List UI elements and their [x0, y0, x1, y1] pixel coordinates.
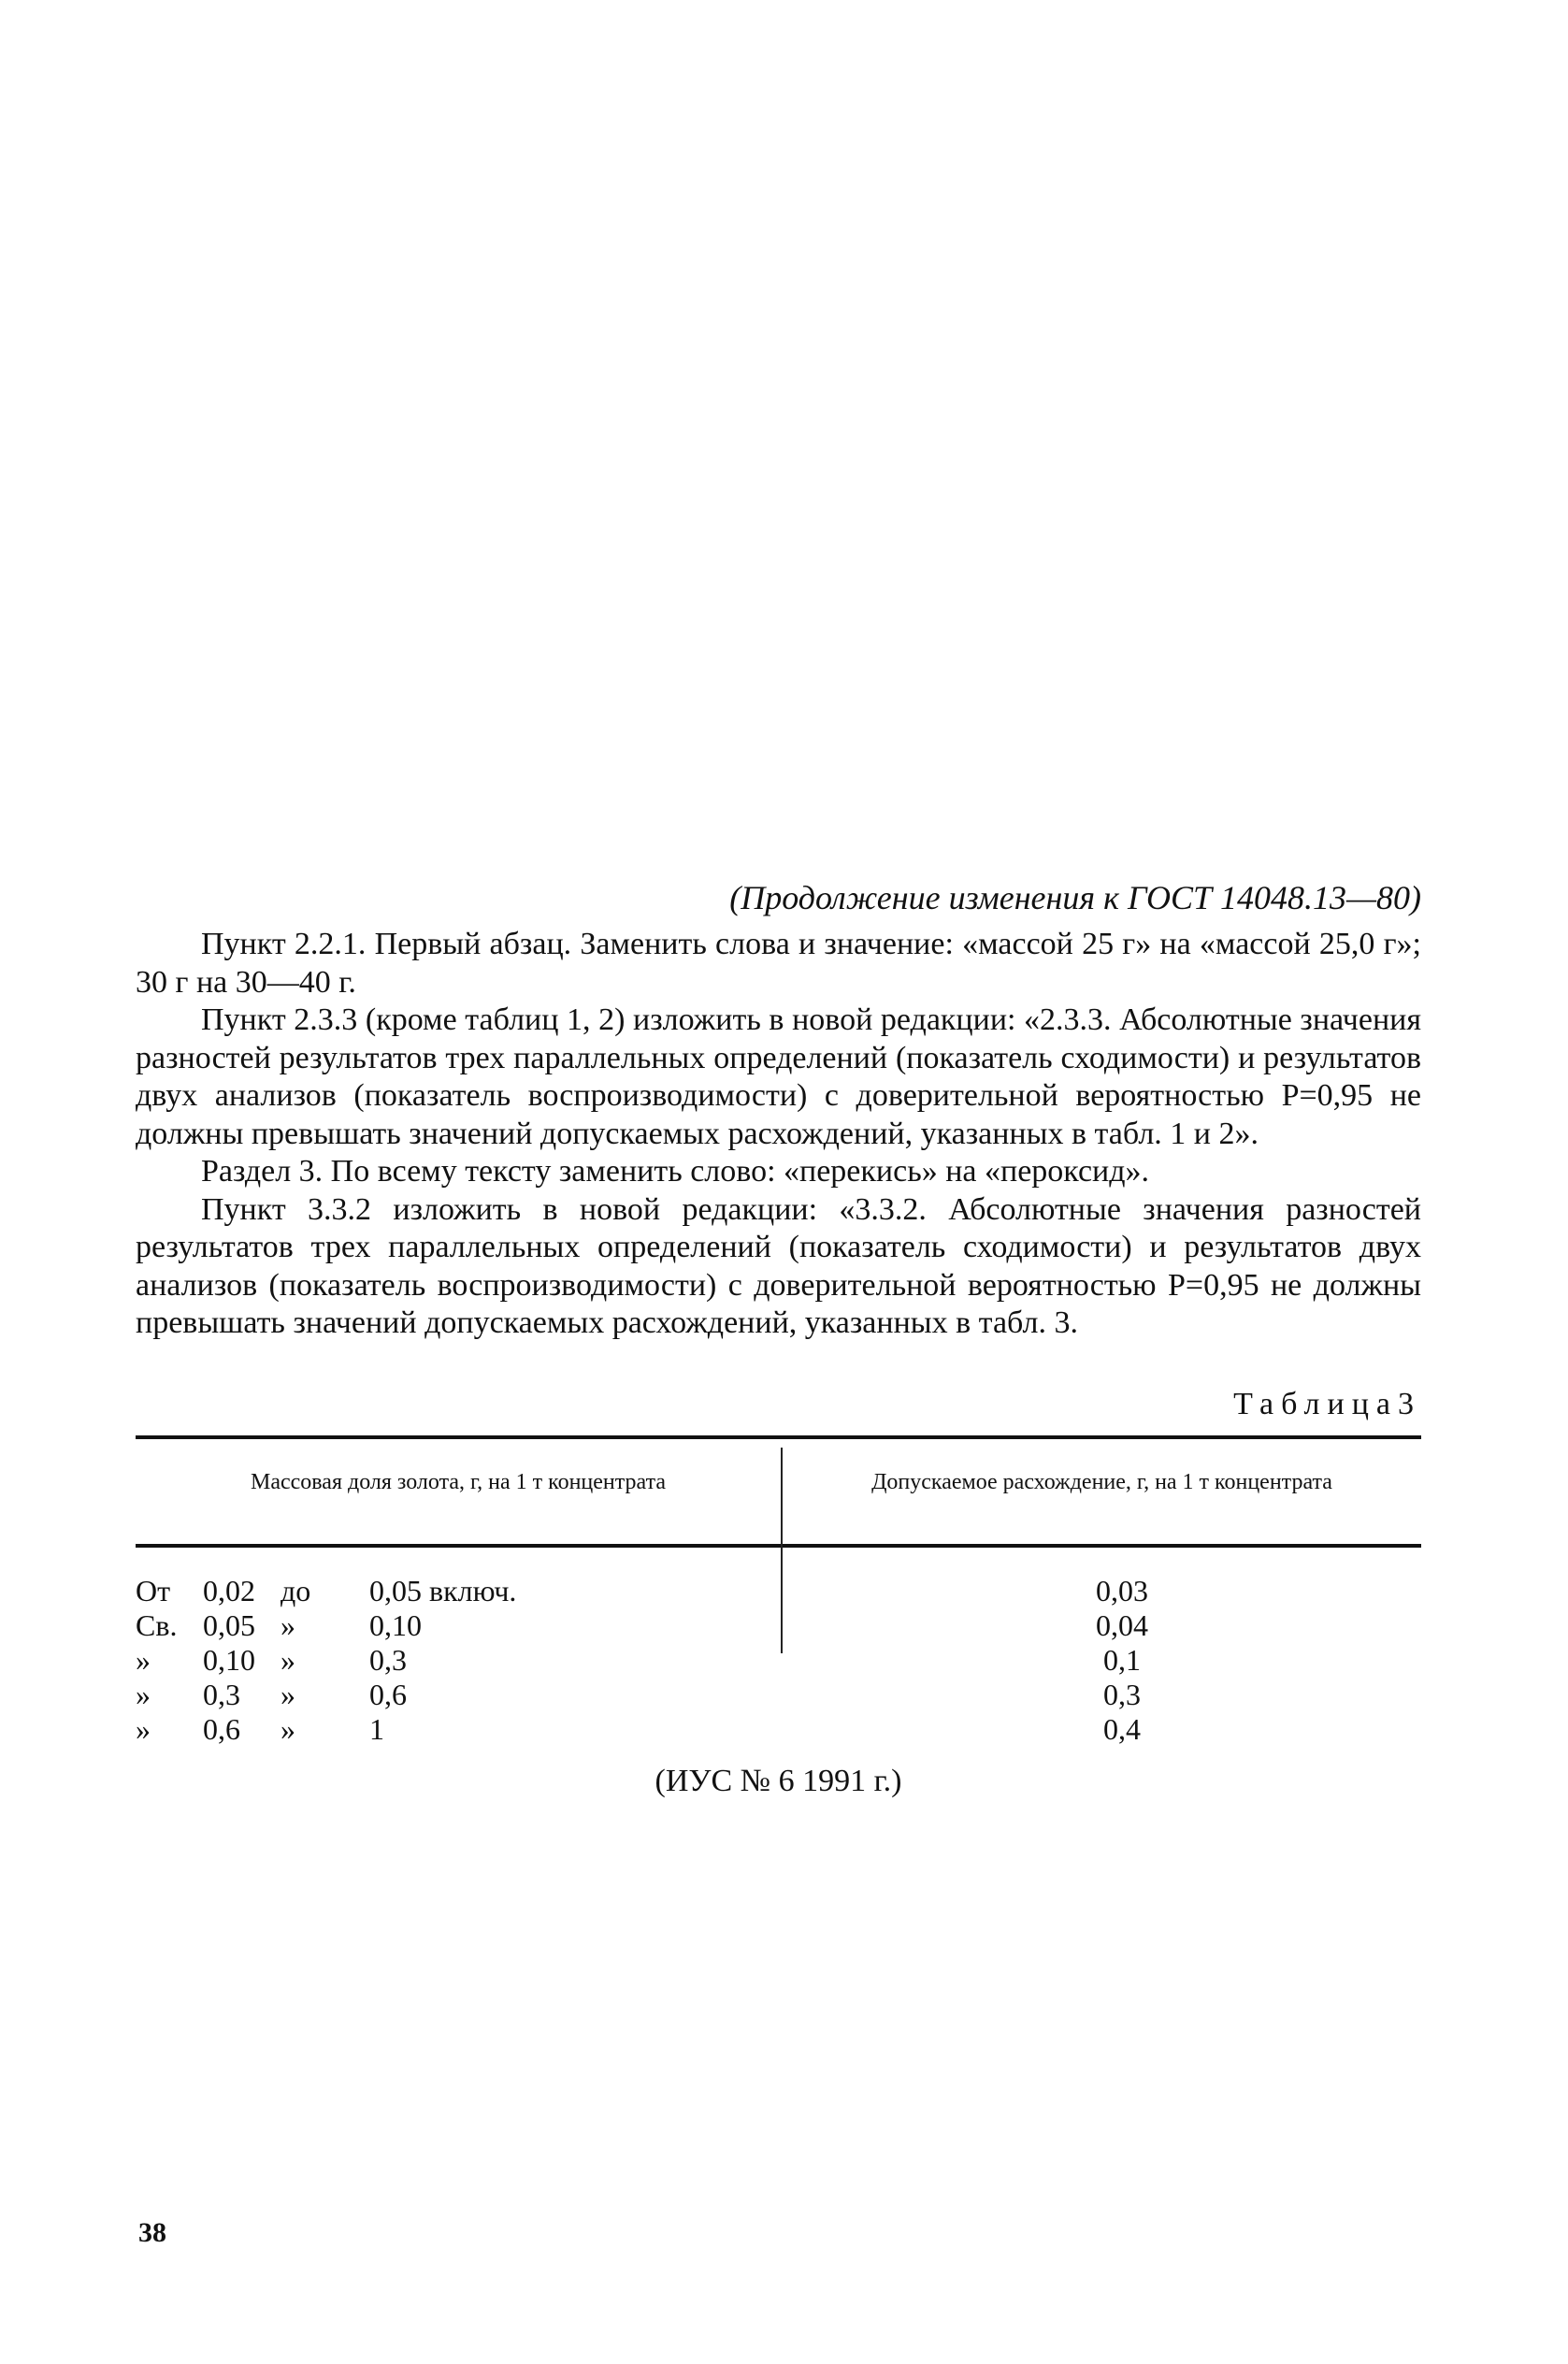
row-connector: »: [281, 1678, 295, 1711]
table-header-mass-fraction: Массовая доля золота, г, на 1 т концентрата: [250, 1470, 667, 1494]
row-from-value: 0,05: [203, 1608, 255, 1642]
table-row: [136, 1574, 771, 1608]
tolerance-value: 0,3: [1103, 1678, 1141, 1711]
table-top-rule: [136, 1435, 1421, 1439]
row-to-value: 1: [369, 1712, 384, 1746]
row-from-value: 0,02: [203, 1574, 255, 1607]
row-from-value: 0,3: [203, 1678, 240, 1711]
amendment-header: (Продолжение изменения к ГОСТ 14048.13—80): [729, 879, 1421, 916]
row-to-value: 0,6: [369, 1678, 407, 1711]
paragraph-1: Пункт 2.2.1. Первый абзац. Заменить слова и значение: «массой 25 г» на «массой 25,0 г»; 30 г на 30—40 г.: [136, 927, 1421, 1000]
table-row: [136, 1608, 771, 1643]
table-header-tolerance: Допускаемое расхождение, г, на 1 т концентрата: [871, 1470, 1332, 1494]
row-connector: до: [281, 1574, 311, 1607]
table-column-mass-fraction: [136, 1574, 771, 1747]
table-column-divider: [781, 1448, 783, 1653]
body-text: [136, 926, 1421, 1343]
table-row: [136, 1643, 771, 1678]
row-prefix: »: [136, 1712, 151, 1746]
row-to-value: 0,3: [369, 1643, 407, 1677]
table-header-rule: [136, 1544, 1421, 1548]
row-from-value: 0,6: [203, 1712, 240, 1746]
publication-reference: (ИУС № 6 1991 г.): [655, 1764, 902, 1798]
table-column-tolerance: [982, 1574, 1262, 1747]
row-connector: »: [281, 1712, 295, 1746]
paragraph-3: Раздел 3. По всему тексту заменить слово: «перекись» на «пероксид».: [201, 1154, 1150, 1189]
tolerance-value: 0,04: [1096, 1608, 1148, 1642]
table-row: [136, 1712, 771, 1747]
paragraph-4: Пункт 3.3.2 изложить в новой редакции: «3.3.2. Абсолютные значения разностей результатов трех параллельных определений (показатель сходимости) и результатов двух анализов (показатель воспроизводимости) с доверительной вероятностью P=0,95 не должны превышать значений допускаемых расхождений, указанных в табл. 3.: [136, 1191, 1421, 1340]
row-prefix: »: [136, 1643, 151, 1677]
paragraph-2: Пункт 2.3.3 (кроме таблиц 1, 2) изложить в новой редакции: «2.3.3. Абсолютные значения разностей результатов трех параллельных определений (показатель сходимости) и результатов двух анализов (показатель воспроизводимости) с доверительной вероятностью P=0,95 не должны превышать значений допускаемых расхождений, указанных в табл. 1 и 2».: [136, 1002, 1421, 1151]
tolerance-value: 0,4: [1103, 1712, 1141, 1746]
row-connector: »: [281, 1608, 295, 1642]
tolerance-value: 0,03: [1096, 1574, 1148, 1607]
row-prefix: Св.: [136, 1608, 178, 1642]
table-title: Таблица3: [1233, 1387, 1421, 1421]
row-prefix: »: [136, 1678, 151, 1711]
row-connector: »: [281, 1643, 295, 1677]
row-from-value: 0,10: [203, 1643, 255, 1677]
page-number: 38: [138, 2217, 166, 2248]
tolerance-value: 0,1: [1103, 1643, 1141, 1677]
row-prefix: От: [136, 1574, 171, 1607]
row-to-value: 0,05 включ.: [369, 1574, 517, 1607]
table-row: [136, 1678, 771, 1712]
row-to-value: 0,10: [369, 1608, 422, 1642]
